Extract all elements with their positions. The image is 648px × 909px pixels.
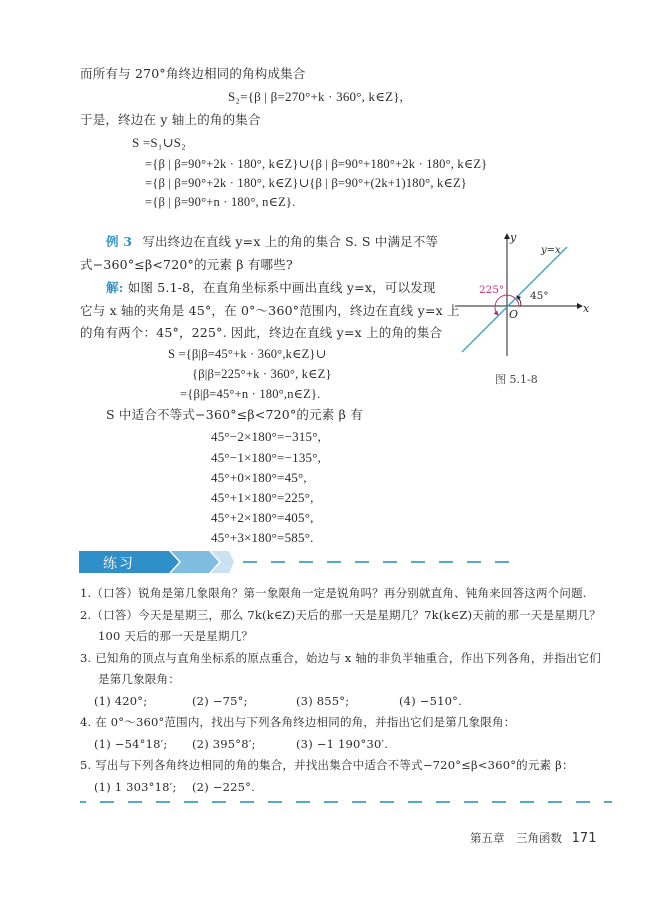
x-axis-label: x bbox=[583, 302, 590, 315]
option: (2) −75°; bbox=[192, 694, 248, 708]
exercise-item-2: 2.（口答）今天是星期三，那么 7k(k∈Z)天后的那一天是星期几？7k(k∈Z)天前的那一天是星期几？ bbox=[80, 608, 601, 622]
example-question-text: 写出终边在直线 y=x 上的角的集合 S. S 中满足不等 bbox=[142, 234, 439, 249]
coordinate-plot bbox=[455, 228, 595, 358]
origin-label: O bbox=[509, 308, 519, 321]
math-line: ={β | β=90°+2k · 180°, k∈Z}∪{β | β=90°+(2k+1)180°, k∈Z} bbox=[145, 176, 467, 190]
set-line1: S ={β|β=45°+k · 360°,k∈Z}∪ bbox=[168, 347, 327, 361]
exercise-item-2-cont: 100 天后的那一天是星期几？ bbox=[98, 629, 254, 643]
option: (3) −1 190°30′. bbox=[296, 737, 389, 751]
solution-text: 如图 5.1-8，在直角坐标系中画出直线 y=x，可以发现 bbox=[127, 280, 436, 295]
page-footer bbox=[470, 830, 596, 846]
text-line: 而所有与 270°角终边相同的角构成集合 bbox=[80, 66, 306, 81]
element-line: 45°−2×180°=−315°, bbox=[211, 429, 322, 444]
example-label: 例 3 bbox=[106, 234, 133, 249]
figure-5-1-8 bbox=[455, 228, 595, 358]
page-number: 171 bbox=[571, 831, 597, 846]
figure-caption: 图 5.1-8 bbox=[495, 373, 538, 386]
filter-line: S 中适合不等式−360°≤β<720°的元素 β 有 bbox=[106, 407, 363, 422]
set-line3: ={β|β=45°+n · 180°,n∈Z}. bbox=[180, 387, 321, 401]
math-line: ={β | β=90°+n · 180°, n∈Z}. bbox=[145, 195, 296, 209]
y-axis-label: y bbox=[510, 231, 517, 244]
element-line: 45°−1×180°=−135°, bbox=[211, 450, 322, 465]
exercise-item-3-cont: 是第几象限角： bbox=[98, 672, 180, 686]
option: (2) −225°. bbox=[192, 780, 255, 794]
option: (1) 420°; bbox=[94, 694, 148, 708]
exercise-item-3: 3. 已知角的顶点与直角坐标系的原点重合，始边与 x 轴的非负半轴重合，作出下列各角，并指出它们 bbox=[80, 651, 602, 665]
exercise-banner bbox=[79, 551, 234, 573]
dashed-divider bbox=[243, 561, 509, 563]
element-line: 45°+2×180°=405°, bbox=[211, 510, 314, 525]
dashed-divider-bottom bbox=[80, 801, 612, 803]
example-question-line2: 式−360°≤β<720°的元素 β 有哪些? bbox=[80, 257, 293, 272]
math-line: ={β | β=90°+2k · 180°, k∈Z}∪{β | β=90°+180°+2k · 180°, k∈Z} bbox=[145, 157, 488, 171]
element-line: 45°+1×180°=225°, bbox=[211, 490, 314, 505]
solution-line3: 的角有两个：45°，225°. 因此，终边在直线 y=x 上的角的集合 bbox=[80, 325, 443, 340]
solution-line2: 它与 x 轴的夹角是 45°，在 0°～360°范围内，终边在直线 y=x 上 bbox=[80, 303, 460, 318]
set-line2: {β|β=225°+k · 360°, k∈Z} bbox=[192, 367, 332, 381]
math-line: S₂={β | β=270°+k · 360°, k∈Z}, bbox=[228, 89, 404, 104]
option: (2) 395°8′; bbox=[192, 737, 256, 751]
element-line: 45°+3×180°=585°. bbox=[211, 530, 314, 545]
solution-line1 bbox=[106, 280, 436, 296]
exercise-title: 练习 bbox=[103, 556, 135, 572]
option: (1) 1 303°18′; bbox=[94, 780, 177, 794]
exercise-item-1: 1.（口答）锐角是第几象限角？第一象限角一定是锐角吗？再分别就直角、钝角来回答这两个问题. bbox=[80, 586, 587, 600]
angle-225-label: 225° bbox=[479, 284, 505, 296]
line-label: y=x bbox=[541, 245, 561, 256]
option: (1) −54°18′; bbox=[94, 737, 168, 751]
exercise-item-4: 4. 在 0°～360°范围内，找出与下列各角终边相同的角，并指出它们是第几象限角： bbox=[80, 715, 516, 729]
option: (4) −510°. bbox=[399, 694, 462, 708]
math-line: S =S₁∪S₂ bbox=[132, 135, 186, 150]
element-line: 45°+0×180°=45°, bbox=[211, 470, 307, 485]
text-line: 于是，终边在 y 轴上的角的集合 bbox=[80, 112, 261, 127]
option: (3) 855°; bbox=[296, 694, 350, 708]
example-question-line1 bbox=[106, 234, 438, 250]
chapter-title: 第五章 三角函数 bbox=[470, 831, 562, 845]
exercise-item-5: 5. 写出与下列各角终边相同的角的集合，并找出集合中适合不等式−720°≤β<360°的元素 β： bbox=[80, 758, 574, 772]
angle-45-label: 45° bbox=[530, 290, 549, 302]
solution-label: 解: bbox=[106, 280, 124, 295]
